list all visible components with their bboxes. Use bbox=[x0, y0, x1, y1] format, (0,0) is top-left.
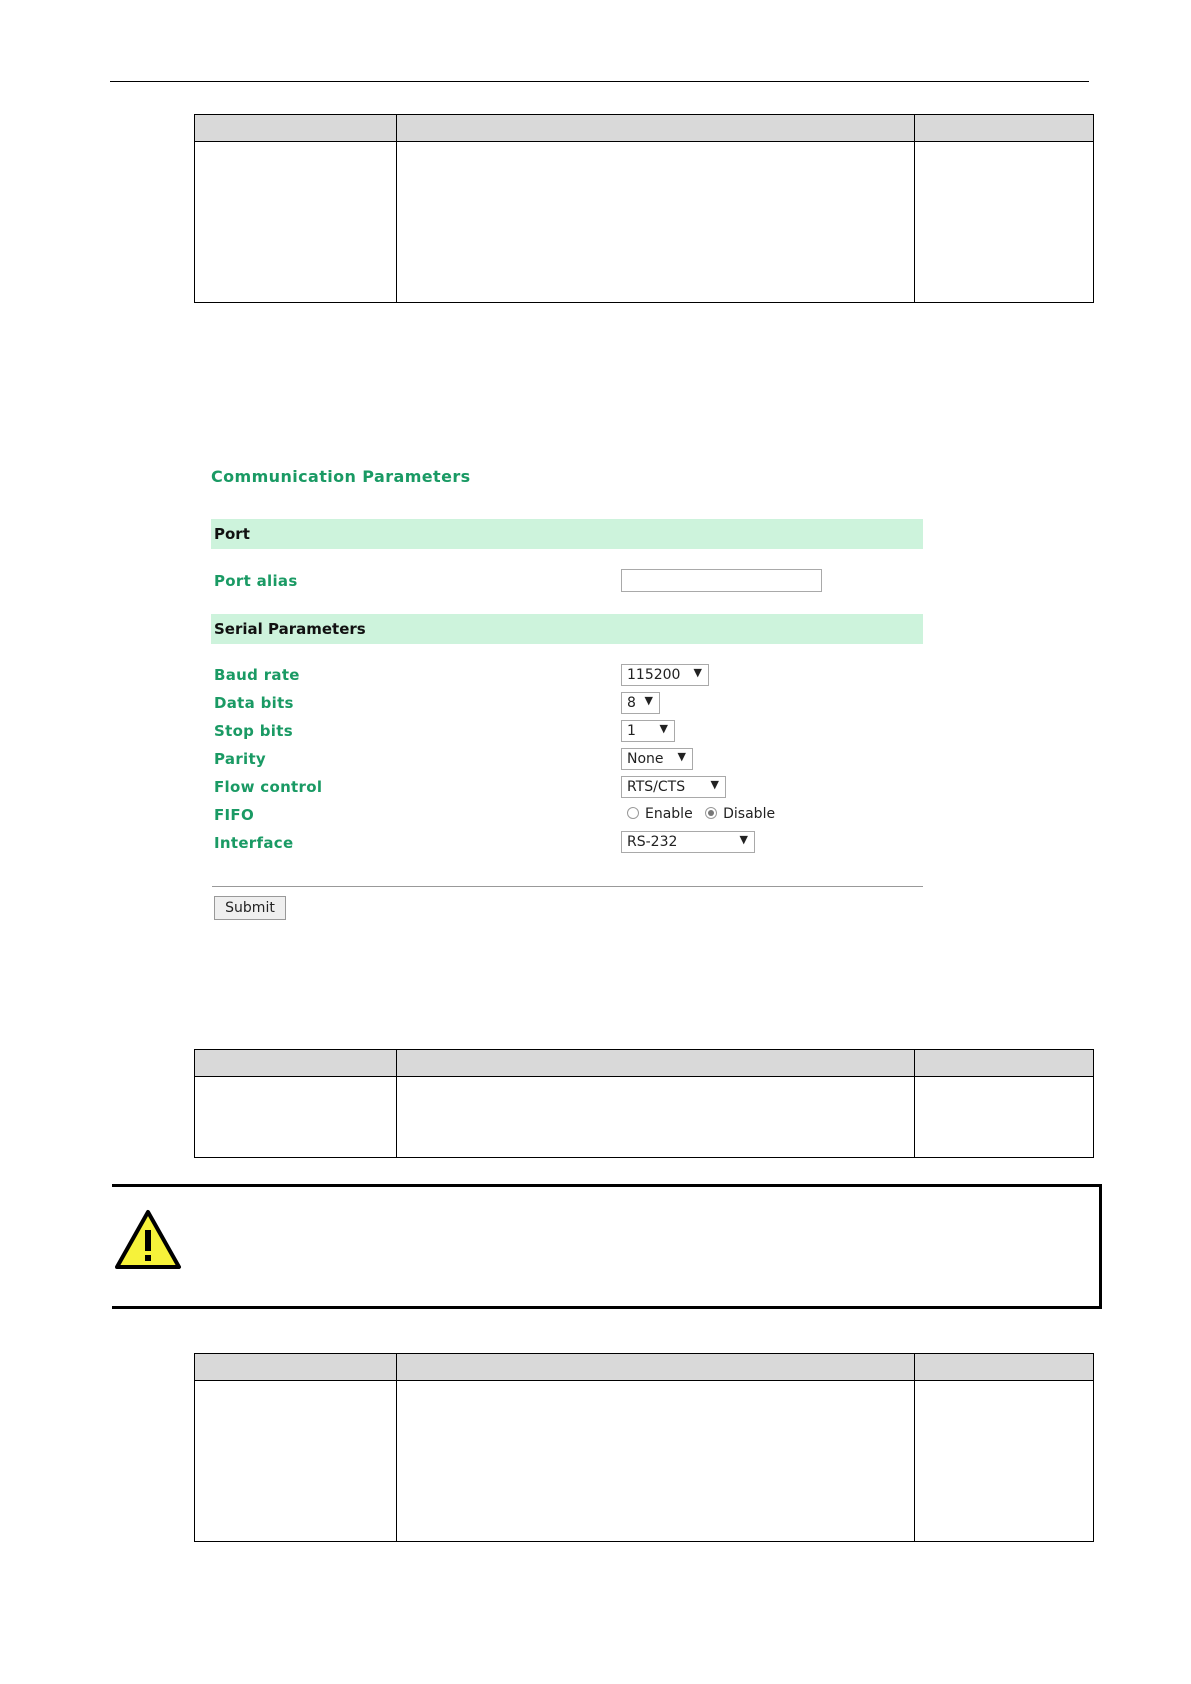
interface-select[interactable] bbox=[621, 831, 755, 853]
chevron-down-icon: ▼ bbox=[739, 833, 748, 846]
form-title: Communication Parameters bbox=[211, 467, 471, 486]
chevron-down-icon: ▼ bbox=[677, 750, 686, 763]
fifo-disable-radio[interactable] bbox=[705, 807, 717, 819]
table-header-row bbox=[195, 1050, 1094, 1077]
chevron-down-icon: ▼ bbox=[693, 666, 702, 679]
chevron-down-icon: ▼ bbox=[710, 778, 719, 791]
stop-bits-label: Stop bits bbox=[214, 722, 293, 740]
table-header-cell bbox=[915, 1354, 1094, 1381]
data-bits-select[interactable] bbox=[621, 692, 660, 714]
table-header-cell bbox=[195, 115, 397, 142]
fifo-radio-group bbox=[627, 806, 783, 822]
table-header-cell bbox=[915, 115, 1094, 142]
table-header-cell bbox=[397, 1050, 915, 1077]
parity-label: Parity bbox=[214, 750, 267, 768]
table-cell bbox=[195, 142, 397, 303]
table-header-row bbox=[195, 1354, 1094, 1381]
port-alias-label: Port alias bbox=[214, 572, 298, 590]
table-header-cell bbox=[397, 115, 915, 142]
fifo-label: FIFO bbox=[214, 806, 255, 824]
table-cell bbox=[397, 142, 915, 303]
warning-box bbox=[112, 1184, 1102, 1309]
stop-bits-select[interactable] bbox=[621, 720, 675, 742]
chevron-down-icon: ▼ bbox=[644, 694, 653, 707]
table-cell bbox=[915, 1077, 1094, 1158]
flow-control-select[interactable] bbox=[621, 776, 726, 798]
table-header-cell bbox=[195, 1050, 397, 1077]
table-header-cell bbox=[397, 1354, 915, 1381]
port-section-label: Port bbox=[214, 525, 250, 543]
chevron-down-icon: ▼ bbox=[659, 722, 668, 735]
interface-value: RS-232 bbox=[627, 834, 678, 850]
parity-select[interactable] bbox=[621, 748, 693, 770]
table-cell bbox=[397, 1077, 915, 1158]
port-alias-input[interactable] bbox=[621, 569, 822, 592]
table-row bbox=[195, 1077, 1094, 1158]
flow-control-label: Flow control bbox=[214, 778, 323, 796]
data-bits-label: Data bits bbox=[214, 694, 294, 712]
table-row bbox=[195, 1381, 1094, 1542]
baud-rate-label: Baud rate bbox=[214, 666, 300, 684]
table-cell bbox=[397, 1381, 915, 1542]
table-header-row bbox=[195, 115, 1094, 142]
interface-label: Interface bbox=[214, 834, 294, 852]
fifo-disable-label: Disable bbox=[723, 806, 776, 822]
table-header-cell bbox=[195, 1354, 397, 1381]
fifo-enable-radio[interactable] bbox=[627, 807, 639, 819]
baud-rate-select[interactable] bbox=[621, 664, 709, 686]
parameter-table-2 bbox=[194, 1049, 1094, 1158]
parameter-table-3 bbox=[194, 1353, 1094, 1542]
stop-bits-value: 1 bbox=[627, 723, 636, 739]
table-cell bbox=[195, 1077, 397, 1158]
warning-icon bbox=[114, 1209, 182, 1271]
serial-parameters-label: Serial Parameters bbox=[214, 620, 366, 638]
page-header-rule bbox=[110, 81, 1089, 82]
parity-value: None bbox=[627, 751, 664, 767]
fifo-enable-label: Enable bbox=[645, 806, 693, 822]
port-section-header bbox=[211, 519, 923, 549]
table-cell bbox=[195, 1381, 397, 1542]
parameter-table-1 bbox=[194, 114, 1094, 303]
table-cell bbox=[915, 1381, 1094, 1542]
submit-button[interactable]: Submit bbox=[214, 896, 286, 920]
baud-rate-value: 115200 bbox=[627, 667, 681, 683]
form-divider bbox=[212, 886, 923, 887]
data-bits-value: 8 bbox=[627, 695, 636, 711]
serial-parameters-header bbox=[211, 614, 923, 644]
table-row bbox=[195, 142, 1094, 303]
flow-control-value: RTS/CTS bbox=[627, 779, 686, 795]
table-cell bbox=[915, 142, 1094, 303]
table-header-cell bbox=[915, 1050, 1094, 1077]
